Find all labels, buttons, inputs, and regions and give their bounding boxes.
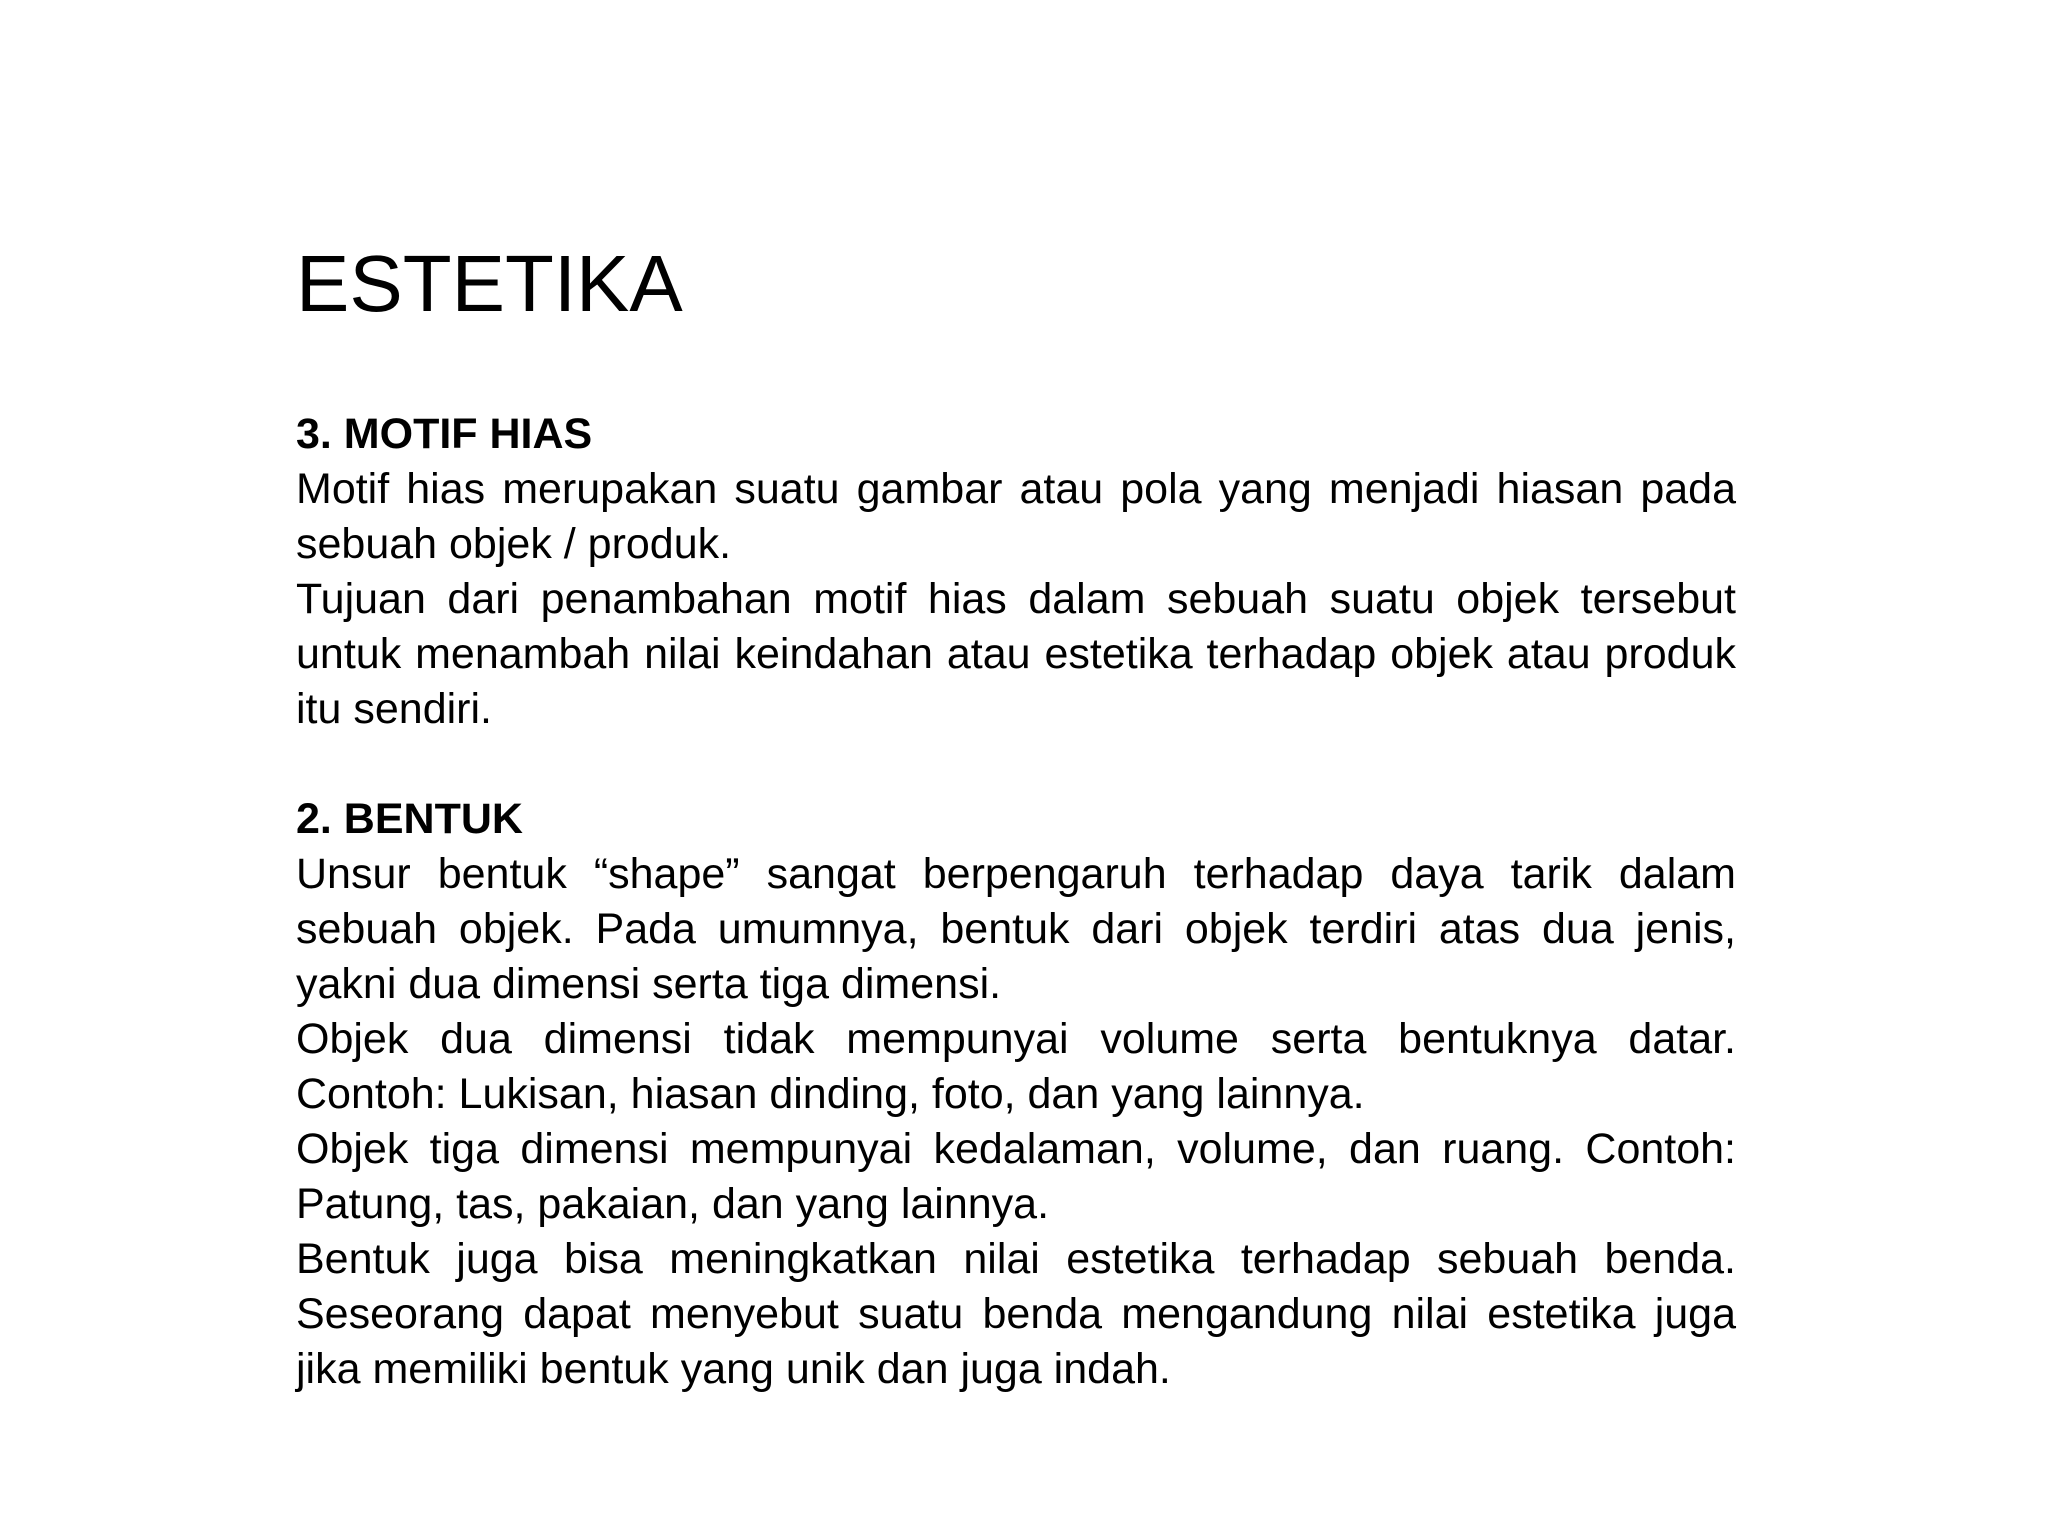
paragraph: Objek dua dimensi tidak mempunyai volume serta bentuknya datar. Contoh: Lukisan, hiasan dinding, foto, dan yang lainnya.: [296, 1015, 1736, 1118]
section-heading: 2. BENTUK: [296, 795, 523, 843]
paragraph: Unsur bentuk “shape” sangat berpengaruh terhadap daya tarik dalam sebuah objek. Pada umumnya, bentuk dari objek terdiri atas dua jenis, yakni dua dimensi serta tiga dimensi.: [296, 850, 1736, 1008]
paragraph: Objek tiga dimensi mempunyai kedalaman, volume, dan ruang. Contoh: Patung, tas, pakaian, dan yang lainnya.: [296, 1125, 1736, 1228]
section-heading: 3. MOTIF HIAS: [296, 410, 593, 458]
section-motif-hias: [296, 407, 1736, 737]
section-spacer: [296, 737, 1736, 792]
section-bentuk: [296, 792, 1736, 1397]
paragraph: Tujuan dari penambahan motif hias dalam sebuah suatu objek tersebut untuk menambah nilai keindahan atau estetika terhadap objek atau produk itu sendiri.: [296, 575, 1736, 733]
slide-title: ESTETIKA: [296, 239, 683, 328]
slide-content: [296, 407, 1736, 1397]
paragraph: Bentuk juga bisa meningkatkan nilai estetika terhadap sebuah benda. Seseorang dapat menyebut suatu benda mengandung nilai estetika juga jika memiliki bentuk yang unik dan juga indah.: [296, 1235, 1736, 1393]
paragraph: Motif hias merupakan suatu gambar atau pola yang menjadi hiasan pada sebuah objek / produk.: [296, 465, 1736, 568]
